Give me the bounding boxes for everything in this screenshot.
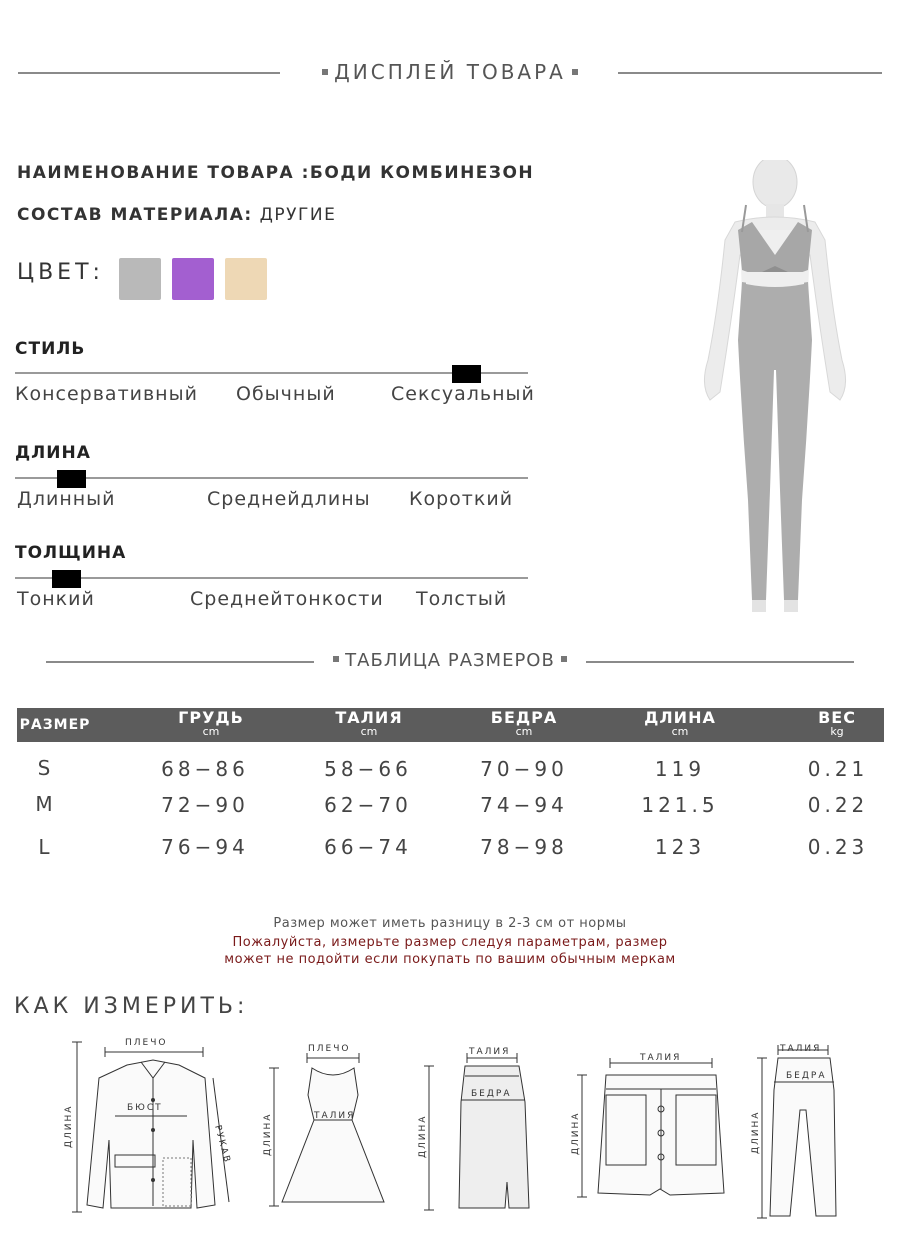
size-difference-note: Размер может иметь разницу в 2-3 см от нормы <box>273 916 627 931</box>
cell-length: 123 <box>654 835 706 859</box>
length-label: ДЛИНА <box>418 1114 428 1158</box>
style-scale-track <box>15 372 528 374</box>
cell-hips: 74−94 <box>480 793 568 817</box>
cell-bust: 68−86 <box>161 757 249 781</box>
waist-label: ТАЛИЯ <box>314 1111 356 1121</box>
product-name-value: БОДИ КОМБИНЕЗОН <box>309 163 535 183</box>
measure-warning-line1: Пожалуйста, измерьте размер следуя параметрам, размер <box>232 935 668 950</box>
length-option-2: Среднейдлины <box>207 488 371 510</box>
bullet-icon <box>561 656 567 662</box>
how-to-measure-title: КАК ИЗМЕРИТЬ: <box>14 994 249 1019</box>
section-title: ДИСПЛЕЙ ТОВАРА <box>334 60 566 84</box>
size-chart-header <box>0 651 900 671</box>
product-name <box>17 163 534 183</box>
dress-diagram <box>262 1040 402 1220</box>
jacket-diagram <box>55 1030 240 1220</box>
color-swatch-beige[interactable] <box>225 258 267 300</box>
material-value: ДРУГИЕ <box>252 205 337 225</box>
length-label: ДЛИНА <box>64 1104 74 1148</box>
sleeve-label: РУКАВ <box>212 1124 233 1166</box>
thickness-option-1: Тонкий <box>17 588 95 610</box>
bullet-icon <box>572 69 578 75</box>
shoulder-label: ПЛЕЧО <box>308 1044 351 1054</box>
style-scale-marker <box>452 365 481 383</box>
shoulder-label: ПЛЕЧО <box>125 1038 168 1048</box>
material-label: СОСТАВ МАТЕРИАЛА: <box>17 205 253 225</box>
shorts-diagram <box>570 1045 735 1205</box>
length-label: ДЛИНА <box>571 1111 581 1155</box>
cell-size: S <box>37 756 55 780</box>
bullet-icon <box>333 656 339 662</box>
cell-weight: 0.22 <box>807 793 869 817</box>
bust-label: БЮСТ <box>127 1103 163 1113</box>
length-label: ДЛИНА <box>263 1112 273 1156</box>
skirt-diagram <box>415 1042 555 1217</box>
thickness-option-3: Толстый <box>416 588 508 610</box>
length-label: ДЛИНА <box>751 1110 761 1154</box>
measure-warning-line2: может не подойти если покупать по вашим обычным меркам <box>224 952 676 967</box>
color-swatch-purple[interactable] <box>172 258 214 300</box>
cell-bust: 76−94 <box>161 835 249 859</box>
cell-waist: 66−74 <box>324 835 412 859</box>
product-display-header <box>0 62 900 82</box>
col-weight: ВЕС kg <box>818 708 856 738</box>
col-size: РАЗМЕР <box>19 717 91 733</box>
col-waist: ТАЛИЯ cm <box>335 708 403 738</box>
size-table-header <box>17 708 884 742</box>
length-scale-track <box>15 477 528 479</box>
style-option-2: Обычный <box>236 383 336 405</box>
product-material <box>17 205 336 225</box>
thickness-scale-track <box>15 577 528 579</box>
length-scale-title: ДЛИНА <box>15 443 91 463</box>
cell-waist: 62−70 <box>324 793 412 817</box>
waist-label: ТАЛИЯ <box>780 1044 822 1054</box>
col-bust: ГРУДЬ cm <box>178 708 244 738</box>
hips-label: БЕДРА <box>471 1089 512 1099</box>
waist-label: ТАЛИЯ <box>469 1047 511 1057</box>
pants-diagram <box>750 1040 850 1225</box>
cell-weight: 0.23 <box>807 835 869 859</box>
thickness-option-2: Среднейтонкости <box>190 588 384 610</box>
col-hips: БЕДРА cm <box>490 708 558 738</box>
hips-label: БЕДРА <box>786 1071 827 1081</box>
product-photo <box>680 160 870 615</box>
style-option-1: Консервативный <box>15 383 198 405</box>
cell-length: 119 <box>654 757 706 781</box>
waist-label: ТАЛИЯ <box>640 1053 682 1063</box>
thickness-scale-title: ТОЛЩИНА <box>15 543 127 563</box>
product-name-label: НАИМЕНОВАНИЕ ТОВАРА : <box>17 163 310 183</box>
length-option-3: Короткий <box>409 488 514 510</box>
length-scale-marker <box>57 470 86 488</box>
cell-waist: 58−66 <box>324 757 412 781</box>
length-option-1: Длинный <box>17 488 116 510</box>
col-length: ДЛИНА cm <box>644 708 716 738</box>
cell-size: M <box>35 792 57 816</box>
cell-length: 121.5 <box>641 793 719 817</box>
cell-weight: 0.21 <box>807 757 869 781</box>
cell-hips: 78−98 <box>480 835 568 859</box>
color-swatch-gray[interactable] <box>119 258 161 300</box>
bullet-icon <box>322 69 328 75</box>
color-label: ЦВЕТ: <box>17 260 104 285</box>
style-option-3: Сексуальный <box>391 383 535 405</box>
style-scale-title: СТИЛЬ <box>15 339 86 359</box>
cell-hips: 70−90 <box>480 757 568 781</box>
thickness-scale-marker <box>52 570 81 588</box>
size-chart-title: ТАБЛИЦА РАЗМЕРОВ <box>345 650 555 671</box>
cell-size: L <box>38 835 54 859</box>
cell-bust: 72−90 <box>161 793 249 817</box>
